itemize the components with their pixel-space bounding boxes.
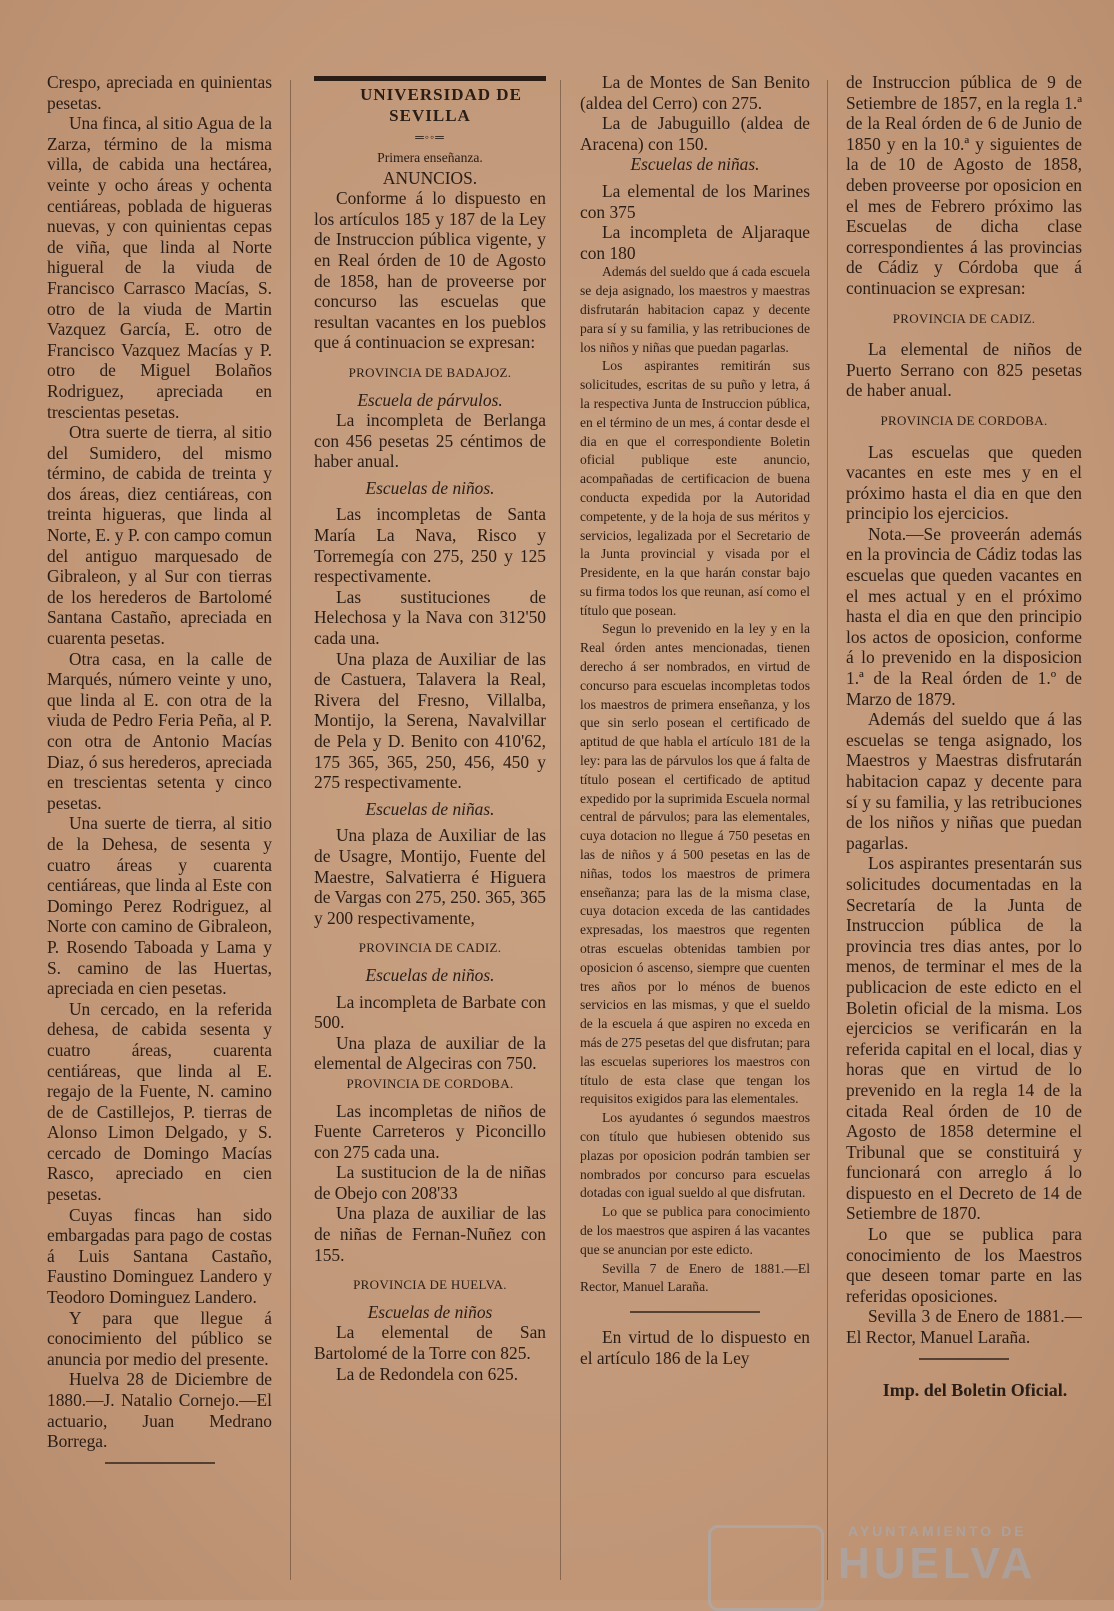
column-3 [580,72,810,1592]
column-divider [827,80,828,1580]
archive-watermark [838,1515,1068,1595]
paragraph: Además del sueldo que á cada escuela se deja asignado, los maestros y maestras disfrutarán habitacion capaz y decente para sí y su familia, y las retribuciones de los niños y niñas que puedan pagarlas. [580,264,810,355]
header-rule [314,76,546,81]
paragraph: La de Montes de San Benito (aldea del Cerro) con 275. [580,72,810,113]
province-heading: PROVINCIA DE CADIZ. [358,940,502,956]
paragraph: Otra casa, en la calle de Marqués, número veinte y uno, que linda al E. con otra de la viuda de Pedro Feria Peña, al P. con otra de Antonio Macías Diaz, ó sus herederos, apreciada en trescientas setenta y cinco pesetas. [47,648,272,813]
section-divider [105,1462,215,1464]
province-heading: PROVINCIA DE CADIZ. [892,310,1036,326]
school-type-heading: Escuelas de niñas. [365,798,495,819]
signature-paragraph: Sevilla 3 de Enero de 1881.—El Rector, Manuel Laraña. [846,1306,1082,1348]
printer-imprint: Imp. del Boletin Oficial. [882,1379,1068,1400]
shield-icon [708,1525,824,1611]
paragraph: Las incompletas de Santa María La Nava, Risco y Torremegía con 275, 250 y 125 respectivamente. [314,504,546,587]
paragraph: Los aspirantes presentarán sus solicitudes documentadas en la Secretaría de la Junta de Instruccion pública de la provincia tres dias antes, por lo menos, de terminar el mes de la publicacion de este edicto en el Boletin oficial de la misma. Los ejercicios se verificarán en la referida capital en el local, dias y horas que en virtud de lo prevenido en la regla 14 de la citada Real órden de 10 de Agosto de 1858 determine el Tribunal que se constituirá y funcionará con arreglo á lo dispuesto en el Decreto de 14 de Setiembre de 1870. [846,853,1082,1224]
paragraph: Los aspirantes remitirán sus solicitudes, escritas de su puño y letra, á la respectiva Junta de Instruccion pública, en el término de un mes, á contar desde el dia en que el correspondiente Boletin oficial publique este anuncio, acompañadas de certificacion de buena conducta expedida por la Autoridad competente, y de la hoja de sus méritos y servicios, legalizada por el Secretario de la Junta provincial y visada por el Presidente, en la que harán constar bajo su firma todos los que reunan, así como el título que posean. [580,358,810,618]
paragraph: Crespo, apreciada en quinientas pesetas. [47,72,272,113]
paragraph: Nota.—Se proveerán además en la provincia de Cádiz todas las escuelas que queden vacantes en el mes actual y en el próximo hasta el dia en que den principio los actos de oposicion, conforme á lo prevenido en la disposicion 1.ª de la Real órden de 1.º de Marzo de 1879. [846,523,1082,709]
column-divider [560,80,561,1580]
province-heading: PROVINCIA DE HUELVA. [353,1277,507,1293]
paragraph: La sustitucion de la de niñas de Obejo con 208'33 [314,1162,546,1203]
paragraph: La incompleta de Barbate con 500. [314,991,546,1033]
paragraph: Una plaza de Auxiliar de las de Castuera, Talavera la Real, Rivera del Fresno, Villalba, Montijo, la Serena, Navalvillar de Pela y D. Benito con 410'62, 175 365, 365, 250, 456, 450 y 275 respectivamente. [314,648,546,793]
paragraph: Conforme á lo dispuesto en los artículos 185 y 187 de la Ley de Instruccion pública vigente, y en Real órden de 10 de Agosto de 1858, han de proveerse por concurso las escuelas que resultan vacantes en los pueblos que á continuacion se expresan: [314,188,546,353]
province-heading: PROVINCIA DE CORDOBA. [346,1075,514,1091]
school-type-heading: Escuelas de niños. [365,964,495,985]
school-type-heading: Escuelas de niñas. [630,154,760,175]
column-2 [314,76,546,1596]
column-divider [290,80,291,1580]
paragraph: En virtud de lo dispuesto en el artículo 186 de la Ley [580,1327,810,1368]
paragraph: La de Redondela con 625. [336,1363,519,1384]
paragraph: Un cercado, en la referida dehesa, de cabida sesenta y cuatro áreas, cuarenta centiáreas, que linda al E. regajo de la Fuente, N. camino de de Castillejos, P. tierras de Alonso Limon Delgado, y S. cercado de Domingo Macías Rasco, apreciado en cien pesetas. [47,998,272,1205]
watermark-line-1: AYUNTAMIENTO DE [848,1523,1027,1539]
school-type-heading: Escuela de párvulos. [357,389,503,410]
province-heading: PROVINCIA DE CORDOBA. [880,412,1048,428]
school-type-heading: Escuelas de niños. [365,477,495,498]
paragraph: La elemental de los Marines con 375 [580,180,810,222]
paragraph: Segun lo prevenido en la ley y en la Real órden antes mencionadas, tienen derecho á ser nombrados, en virtud de concurso para escuelas incompletas todos los maestros de primera enseñanza, y los que sin serlo posean el certificado de aptitud de que habla el artículo 181 de la ley: para las de párvulos los que á falta de título posean el certificado de aptitud expedido por la suprimida Escuela normal central de párvulos; para las elementales, cuya dotacion no llegue á 750 pesetas en las de niños y á 500 pesetas en las de niñas, todos los maestros de primera enseñanza; para las de la misma clase, cuya dotacion exceda de las cantidades expresadas, los maestros que regenten otras escuelas obtenidas tambien por oposicion ó ascenso, siempre que cuenten tres años por lo ménos de buenos servicios en las mismas, y que el sueldo de la escuela á que aspiren no exceda en más de 275 pesetas del que disfrutan; para las escuelas superiores los maestros con título de esta clase que tengan los requisitos exigidos para las elementales. [580,621,810,1107]
ornament: ═◦◦═ [415,130,445,145]
paragraph: Una finca, al sitio Agua de la Zarza, término de la misma villa, de cabida una hectárea, veinte y ocho áreas y ochenta centiáreas, poblada de higueras nuevas, y con quinientas cepas de viña, que linda al Norte higueral de la viuda de Francisco Carrasco Macías, S. otro de la viuda de Martin Vazquez García, E. otro de Francisco Vazquez Macías y P. otro de Miguel Bolaños Rodriguez, apreciada en trescientas pesetas. [47,113,272,422]
section-divider [919,1358,1009,1360]
paragraph: La incompleta de Berlanga con 456 pesetas 25 céntimos de haber anual. [314,410,546,472]
paragraph: Una plaza de Auxiliar de las de Usagre, Montijo, Fuente del Maestre, Salvatierra é Higuera de Vargas con 275, 250. 365, 365 y 200 respectivamente, [314,825,546,928]
announcements-heading: ANUNCIOS. [382,167,478,188]
paragraph: Los ayudantes ó segundos maestros con título que hubiesen obtenido sus plazas por oposicion podrán tambien ser nombrados por concurso para escuelas dotadas con igual sueldo al que disfrutan. [580,1110,810,1201]
university-title: UNIVERSIDAD DE SEVILLA [360,85,522,125]
paragraph: La elemental de San Bartolomé de la Torre con 825. [314,1322,546,1364]
paragraph: Las escuelas que queden vacantes en este mes y en el próximo hasta el dia en que den principio los ejercicios. [846,441,1082,524]
section-subtitle: Primera enseñanza. [377,149,483,165]
paragraph: Además del sueldo que á las escuelas se tenga asignado, los Maestros y Maestras disfrutarán habitacion capaz y decente para sí y su familia, y las retribuciones de los niños y niñas que puedan pagarlas. [846,709,1082,853]
paragraph: Una plaza de auxiliar de las de niñas de Fernan-Nuñez con 155. [314,1203,546,1265]
province-heading: PROVINCIA DE BADAJOZ. [348,364,512,380]
column-1 [47,72,272,1592]
paragraph: Y para que llegue á conocimiento del público se anuncia por medio del presente. [47,1307,272,1369]
paragraph: Cuyas fincas han sido embargadas para pago de costas á Luis Santana Castaño, Faustino Dominguez Landero y Teodoro Dominguez Landero. [47,1204,272,1308]
paragraph: Lo que se publica para conocimiento de los Maestros que deseen tomar parte en las referidas oposiciones. [846,1224,1082,1306]
paragraph: La elemental de niños de Puerto Serrano con 825 pesetas de haber anual. [846,339,1082,401]
watermark-line-2: HUELVA [838,1539,1037,1588]
paragraph: Una plaza de auxiliar de la elemental de Algeciras con 750. [314,1032,546,1074]
column-4 [846,72,1082,1592]
paragraph: La incompleta de Aljaraque con 180 [580,222,810,263]
paragraph: La de Jabuguillo (aldea de Aracena) con 150. [580,113,810,154]
signature-paragraph: Sevilla 7 de Enero de 1881.—El Rector, Manuel Laraña. [580,1260,810,1295]
paragraph: Una suerte de tierra, al sitio de la Dehesa, de sesenta y cuatro áreas y cuarenta centiáreas, que linda al Este con Domingo Perez Rodriguez, al Norte con camino de Gibraleon, P. Rosendo Taboada y Lama y S. camino de las Huertas, apreciada en cien pesetas. [47,813,272,999]
signature-paragraph: Huelva 28 de Diciembre de 1880.—J. Natalio Cornejo.—El actuario, Juan Medrano Borrega. [47,1369,272,1452]
paragraph: Lo que se publica para conocimiento de los maestros que aspiren á las vacantes que se anuncian por este edicto. [580,1204,810,1257]
section-divider [630,1311,760,1313]
school-type-heading: Escuelas de niños [367,1301,493,1322]
paragraph: Otra suerte de tierra, al sitio del Sumidero, del mismo término, de cabida de treinta y dos áreas, diez centiáreas, con treinta higueras, que linda al Norte, E. y P. con campo comun del antiguo marquesado de Gibraleon, y al Sur con tierras de los herederos de Bartolomé Santana Castaño, apreciada en cuarenta pesetas. [47,422,272,649]
paragraph: de Instruccion pública de 9 de Setiembre de 1857, en la regla 1.ª de la Real órden de 6 de Junio de 1850 y en la 10.ª y siguientes de la de 10 de Agosto de 1858, deben proveerse por oposicion en el mes de Febrero próximo las Escuelas de dicha clase correspondientes á las provincias de Cádiz y Córdoba que á continuacion se expresan: [846,72,1082,298]
paragraph: Las sustituciones de Helechosa y la Nava con 312'50 cada una. [314,586,546,649]
paragraph: Las incompletas de niños de Fuente Carreteros y Piconcillo con 275 cada una. [314,1100,546,1162]
